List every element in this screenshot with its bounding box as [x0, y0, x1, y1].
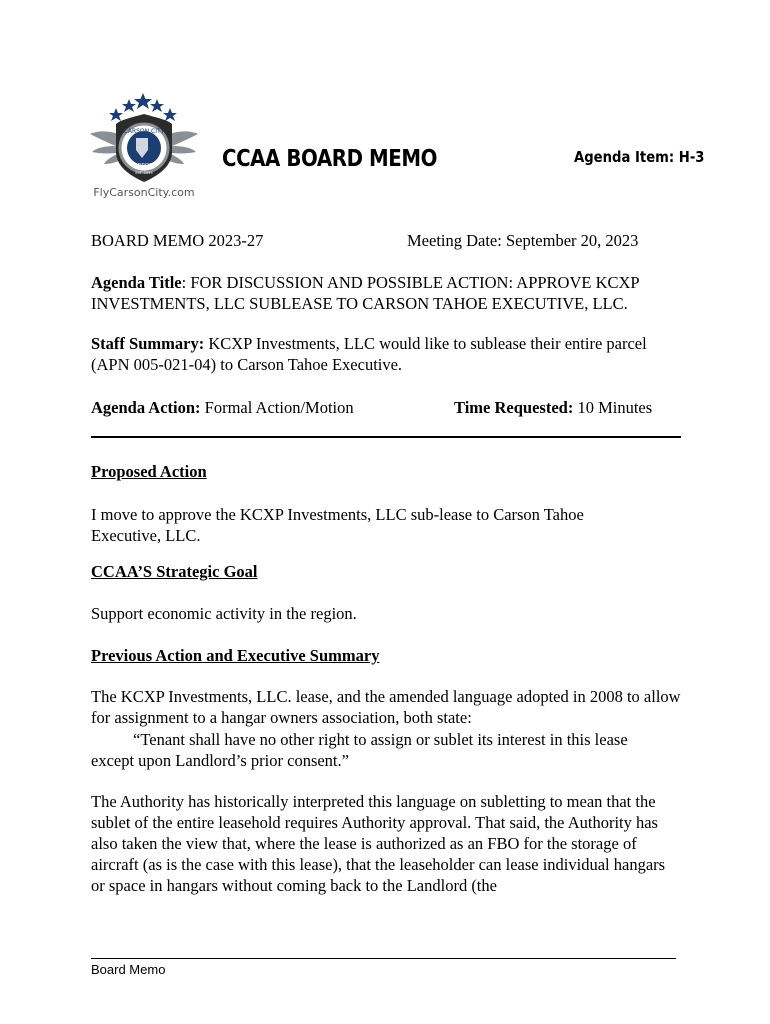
- agenda-item-label: Agenda Item: H-3: [574, 148, 705, 166]
- proposed-action-heading: Proposed Action: [91, 462, 207, 481]
- staff-summary-label: Staff Summary:: [91, 334, 205, 353]
- section-divider: [91, 436, 681, 438]
- staff-summary-paragraph: [91, 333, 671, 375]
- meeting-date: Meeting Date: September 20, 2023: [407, 231, 639, 250]
- star-icon: [134, 93, 152, 109]
- time-requested: [454, 397, 652, 418]
- footer-divider: [91, 958, 676, 959]
- footer-label: Board Memo: [91, 962, 166, 977]
- star-icon: [122, 99, 136, 112]
- agenda-action: [91, 397, 354, 418]
- logo-est: EST. 1959: [135, 171, 153, 175]
- previous-action-para2: The Authority has historically interpreted this language on subletting to mean that the sublet of the entire leasehold requires Authority approval. That said, the Authority has also taken the view that, where the lease is authorized as an FBO for the storage of aircraft (as is the case with this lease), that the leaseholder can lease individual hangars or space in hangars without coming back to the Landlord (the: [91, 792, 666, 895]
- star-icon: [109, 108, 123, 121]
- strategic-goal-text: Support economic activity in the region.: [91, 604, 357, 623]
- agenda-action-value: Formal Action/Motion: [200, 398, 354, 417]
- staff-summary-text: KCXP Investments, LLC would like to sublease their entire parcel (APN 005-021-04) to Carson Tahoe Executive.: [91, 334, 647, 374]
- logo-url: FlyCarsonCity.com: [93, 186, 195, 199]
- carson-city-airport-logo: [86, 90, 202, 202]
- star-icon: [150, 99, 164, 112]
- lease-quote-line2: except upon Landlord’s prior consent.”: [91, 751, 349, 770]
- agenda-title-paragraph: [91, 272, 681, 314]
- logo-ring-top: CARSON CITY: [123, 128, 165, 135]
- previous-action-heading: Previous Action and Executive Summary: [91, 646, 380, 665]
- agenda-action-label: Agenda Action:: [91, 398, 201, 417]
- star-icon: [163, 108, 177, 121]
- memo-number: BOARD MEMO 2023-27: [91, 231, 264, 250]
- time-requested-label: Time Requested:: [454, 398, 574, 417]
- lease-quote-line1: “Tenant shall have no other right to assign or sublet its interest in this lease: [133, 730, 628, 749]
- agenda-title-text: : FOR DISCUSSION AND POSSIBLE ACTION: APPROVE KCXP INVESTMENTS, LLC SUBLEASE TO CARSON TAHOE EXECUTIVE, LLC.: [91, 273, 639, 313]
- time-requested-value: 10 Minutes: [573, 398, 653, 417]
- previous-action-para1: The KCXP Investments, LLC. lease, and the amended language adopted in 2008 to allow for assignment to a hangar owners association, both state:: [91, 687, 681, 727]
- memo-title: CCAA BOARD MEMO: [222, 146, 437, 172]
- proposed-action-text: I move to approve the KCXP Investments, LLC sub-lease to Carson Tahoe Executive, LLC.: [91, 505, 584, 545]
- logo-graphic: [86, 90, 202, 202]
- strategic-goal-heading: CCAA’S Strategic Goal: [91, 562, 258, 581]
- logo-ring-bottom: AIRPORT: [132, 163, 156, 169]
- agenda-title-label: Agenda Title: [91, 273, 182, 292]
